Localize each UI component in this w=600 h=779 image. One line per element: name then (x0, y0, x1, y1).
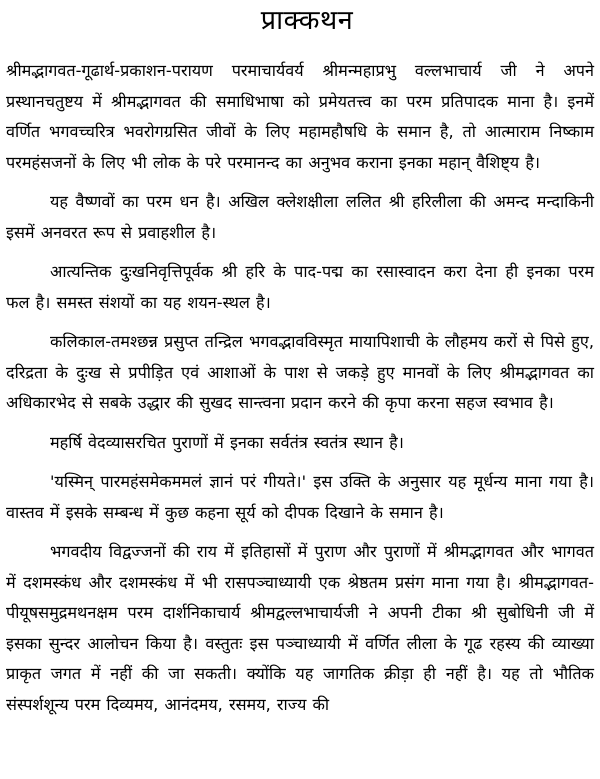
paragraph-5: महर्षि वेदव्यासरचित पुराणों में इनका सर्वतंत्र स्वतंत्र स्थान है। (50, 432, 404, 452)
paragraph-4: कलिकाल-तमश्छन्न प्रसुप्त तन्द्रिल भगवद्भावविस्मृत मायापिशाची के लौहमय करों से पिसे हुए, दरिद्रता के दुःख से प्रपीड़ित एवं आशाओं के पाश से जकड़े हुए मानवों के लिए श्रीमद्भागवत का अधिकारभेद से सबके उद्धार की सुखद सान्त्वना प्रदान करने की कृपा करना सहज स्वभाव है। (6, 332, 594, 412)
paragraph-1: श्रीमद्भागवत-गूढार्थ-प्रकाशन-परायण परमाचार्यवर्य श्रीमन्महाप्रभु वल्लभाचार्य जी ने अपने प्रस्थानचतुष्टय में श्रीमद्भागवत की समाधिभाषा को प्रमेयतत्त्व का परम प्रतिपादक माना है। इनमें वर्णित भगवच्चरित्र भवरोगग्रसित जीवों के लिए महामहौषधि के समान है, तो आत्माराम निष्काम परमहंसजनों के लिए भी लोक के परे परमानन्द का अनुभव कराना इनका महान् वैशिष्ट्य है। (6, 61, 594, 172)
paragraph-2: यह वैष्णवों का परम धन है। अखिल क्लेशक्षीला ललित श्री हरिलीला की अमन्द मन्दाकिनी इसमें अनवरत रूप से प्रवाहशील है। (6, 192, 594, 242)
paragraph-6: 'यस्मिन् पारमहंसमेकममलं ज्ञानं परं गीयते।' इस उक्ति के अनुसार यह मूर्धन्य माना गया है। वास्तव में इसके सम्बन्ध में कुछ कहना सूर्य को दीपक दिखाने के समान है। (6, 472, 594, 522)
paragraph-7: भगवदीय विद्वज्जनों की राय में इतिहासों में पुराण और पुराणों में श्रीमद्भागवत और भागवत में दशमस्कंध और दशमस्कंध में भी रासपञ्चाध्यायी एक श्रेष्ठतम प्रसंग माना गया है। श्रीमद्भागवत-पीयूषसमुद्रमथनक्षम परम दार्शनिकाचार्य श्रीमद्वल्लभाचार्यजी ने अपनी टीका श्री सुबोधिनी जी में इसका सुन्दर आलोचन किया है। वस्तुतः इस पञ्चाध्यायी में वर्णित लीला के गूढ रहस्य की व्याख्या प्राकृत जगत में नहीं की जा सकती। क्योंकि यह जागतिक क्रीड़ा ही नहीं है। यह तो भौतिक संस्पर्शशून्य परम दिव्यमय, आनंदमय, रसमय, राज्य की (6, 542, 594, 714)
paragraph-3: आत्यन्तिक दुःखनिवृत्तिपूर्वक श्री हरि के पाद-पद्म का रसास्वादन करा देना ही इनका परम फल है। समस्त संशयों का यह शयन-स्थल है। (6, 262, 594, 312)
page-title: प्राक्कथन (260, 5, 354, 36)
